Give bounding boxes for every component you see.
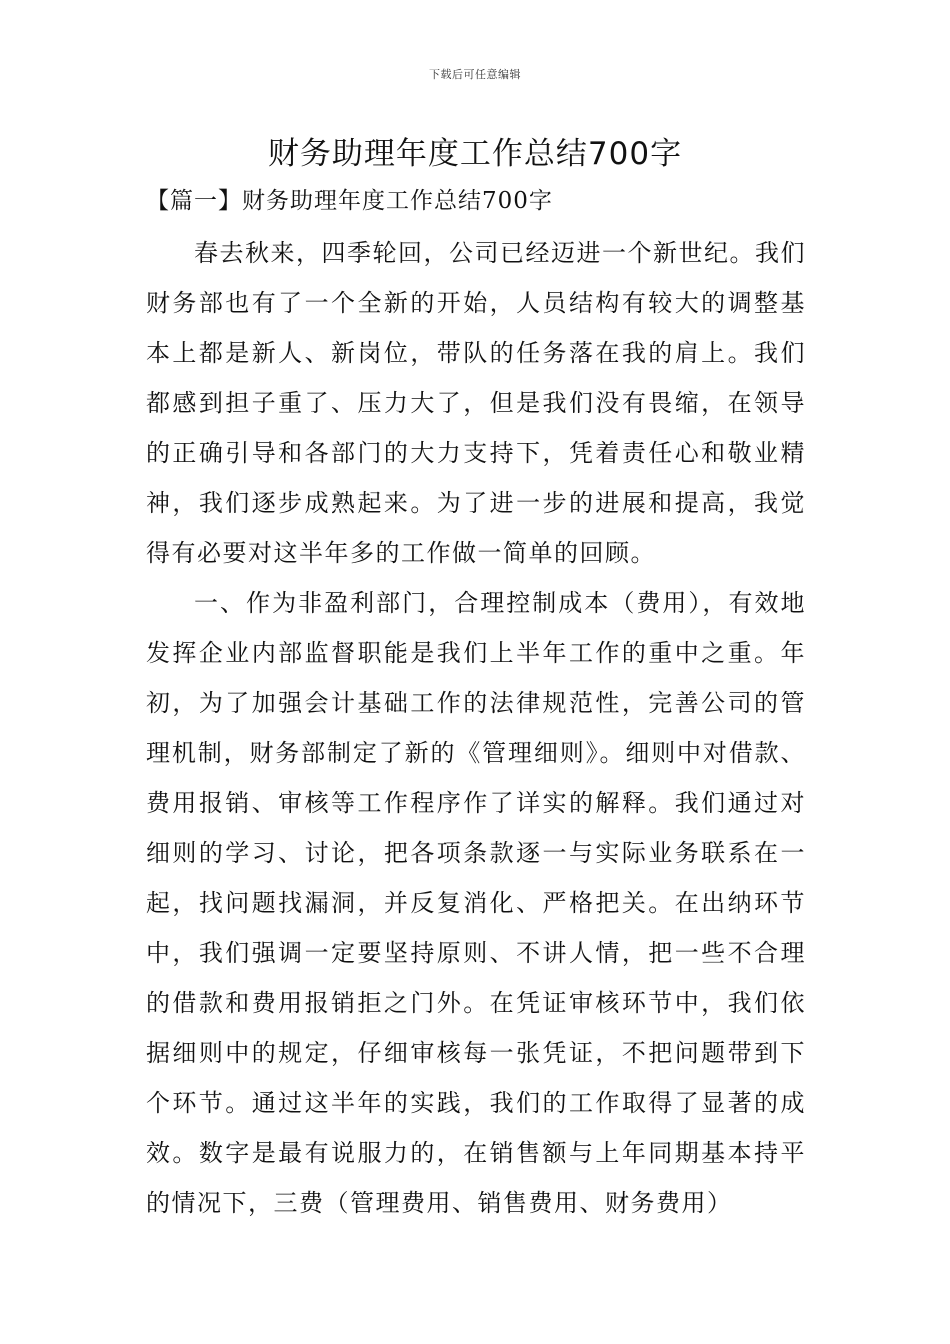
document-title: 财务助理年度工作总结700字: [267, 136, 683, 172]
document-body: [146, 228, 806, 1228]
body-paragraph-2: 一、作为非盈利部门，合理控制成本（费用），有效地发挥企业内部监督职能是我们上半年工作的重中之重。年初，为了加强会计基础工作的法律规范性，完善公司的管理机制，财务部制定了新的《管理细则》。细则中对借款、费用报销、审核等工作程序作了详实的解释。我们通过对细则的学习、讨论，把各项条款逐一与实际业务联系在一起，找问题找漏洞，并反复消化、严格把关。在出纳环节中，我们强调一定要坚持原则、不讲人情，把一些不合理的借款和费用报销拒之门外。在凭证审核环节中，我们依据细则中的规定，仔细审核每一张凭证，不把问题带到下个环节。通过这半年的实践，我们的工作取得了显著的成效。数字是最有说服力的，在销售额与上年同期基本持平的情况下，三费（管理费用、销售费用、财务费用）: [146, 589, 806, 1217]
section-heading: 【篇一】财务助理年度工作总结700字: [146, 188, 553, 214]
body-paragraph-1: 春去秋来，四季轮回，公司已经迈进一个新世纪。我们财务部也有了一个全新的开始，人员结构有较大的调整基本上都是新人、新岗位，带队的任务落在我的肩上。我们都感到担子重了、压力大了，但是我们没有畏缩，在领导的正确引导和各部门的大力支持下，凭着责任心和敬业精神，我们逐步成熟起来。为了进一步的进展和提高，我觉得有必要对这半年多的工作做一简单的回顾。: [146, 239, 806, 567]
header-note: 下载后可任意编辑: [429, 68, 521, 81]
